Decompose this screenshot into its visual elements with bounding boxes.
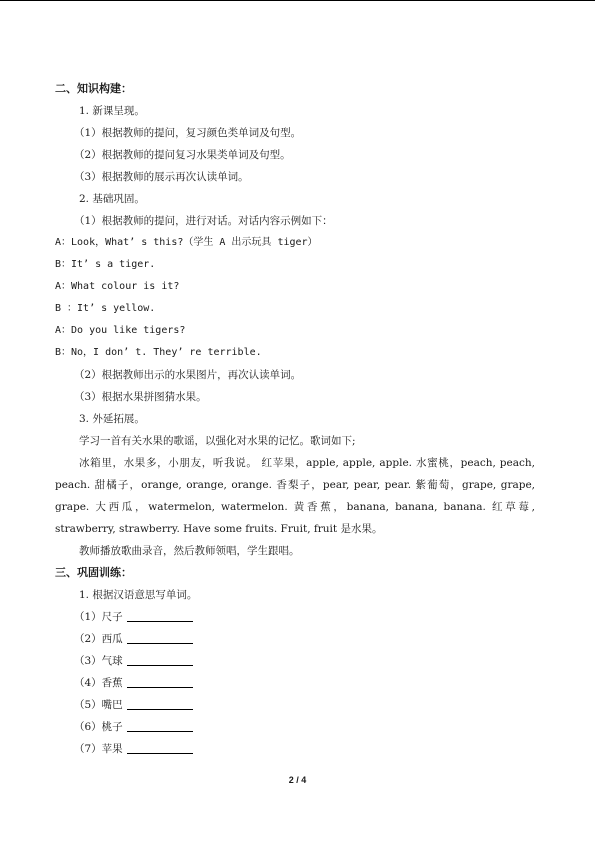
- exercise-prompt: （7）苹果: [74, 743, 123, 755]
- step-item: （3）根据教师的展示再次认读单词。: [74, 171, 249, 183]
- dialogue-line: A：What colour is it?: [55, 281, 180, 292]
- answer-blank[interactable]: [127, 752, 193, 754]
- exercise-item: [55, 606, 535, 628]
- exercise-prompt: （3）气球: [74, 655, 123, 667]
- dialogue-line: A：Look，What’ s this?（学生 A 出示玩具 tiger）: [55, 237, 318, 248]
- section-heading-practice: 三、巩固训练：: [55, 566, 132, 579]
- step-item: （3）根据水果拼图猜水果。: [74, 391, 207, 403]
- answer-blank[interactable]: [127, 664, 193, 666]
- step-item: （1）根据教师的提问，复习颜色类单词及句型。: [74, 127, 302, 139]
- step-new-lesson: 1. 新课呈现。: [79, 105, 145, 117]
- song-closing: 教师播放歌曲录音，然后教师领唱，学生跟唱。: [79, 545, 300, 557]
- top-rule: [0, 0, 595, 1]
- answer-blank[interactable]: [127, 686, 193, 688]
- exercise-item: [55, 716, 535, 738]
- step-extension: 3. 外延拓展。: [79, 413, 145, 425]
- exercise-item: [55, 738, 535, 760]
- answer-blank[interactable]: [127, 642, 193, 644]
- dialogue-line: A：Do you like tigers?: [55, 325, 186, 336]
- exercise-prompt: （2）西瓜: [74, 633, 123, 645]
- dialogue-line: B：It’ s a tiger.: [55, 259, 156, 270]
- step-consolidation: 2. 基础巩固。: [79, 193, 145, 205]
- song-intro: 学习一首有关水果的歌谣，以强化对水果的记忆。歌词如下;: [79, 435, 356, 447]
- section-heading-knowledge: 二、知识构建：: [55, 82, 132, 95]
- exercise-item: [55, 672, 535, 694]
- exercise-instruction: 1. 根据汉语意思写单词。: [79, 589, 198, 601]
- exercise-item: [55, 650, 535, 672]
- step-item: （2）根据教师的提问复习水果类单词及句型。: [74, 149, 291, 161]
- exercise-prompt: （4）香蕉: [74, 677, 123, 689]
- page-content: [55, 78, 535, 760]
- step-item: （2）根据教师出示的水果图片，再次认读单词。: [74, 369, 302, 381]
- exercise-item: [55, 694, 535, 716]
- dialogue-line: B：No，I don’ t. They’ re terrible.: [55, 347, 262, 358]
- page-number: 2 / 4: [288, 775, 307, 785]
- exercise-prompt: （6）桃子: [74, 721, 123, 733]
- answer-blank[interactable]: [127, 708, 193, 710]
- dialogue-line: B ：It’ s yellow.: [55, 303, 156, 314]
- exercise-prompt: （1）尺子: [74, 611, 123, 623]
- step-item: （1）根据教师的提问，进行对话。对话内容示例如下：: [74, 215, 333, 227]
- answer-blank[interactable]: [127, 730, 193, 732]
- exercise-item: [55, 628, 535, 650]
- exercise-prompt: （5）嘴巴: [74, 699, 123, 711]
- answer-blank[interactable]: [127, 620, 193, 622]
- song-lyrics: 冰箱里，水果多，小朋友，听我说。 红苹果，apple, apple, apple. 水蜜桃，peach, peach, peach. 甜橘子，orange, orange, orange. 香梨子，pear, pear, pear. 紫葡萄，grape, grape, grape. 大西瓜，watermelon, watermelon. 黄香蕉，banana, banana, banana. 红草莓, strawberry, strawberry. Have some fruits. Fruit, fruit 是水果。: [55, 457, 535, 535]
